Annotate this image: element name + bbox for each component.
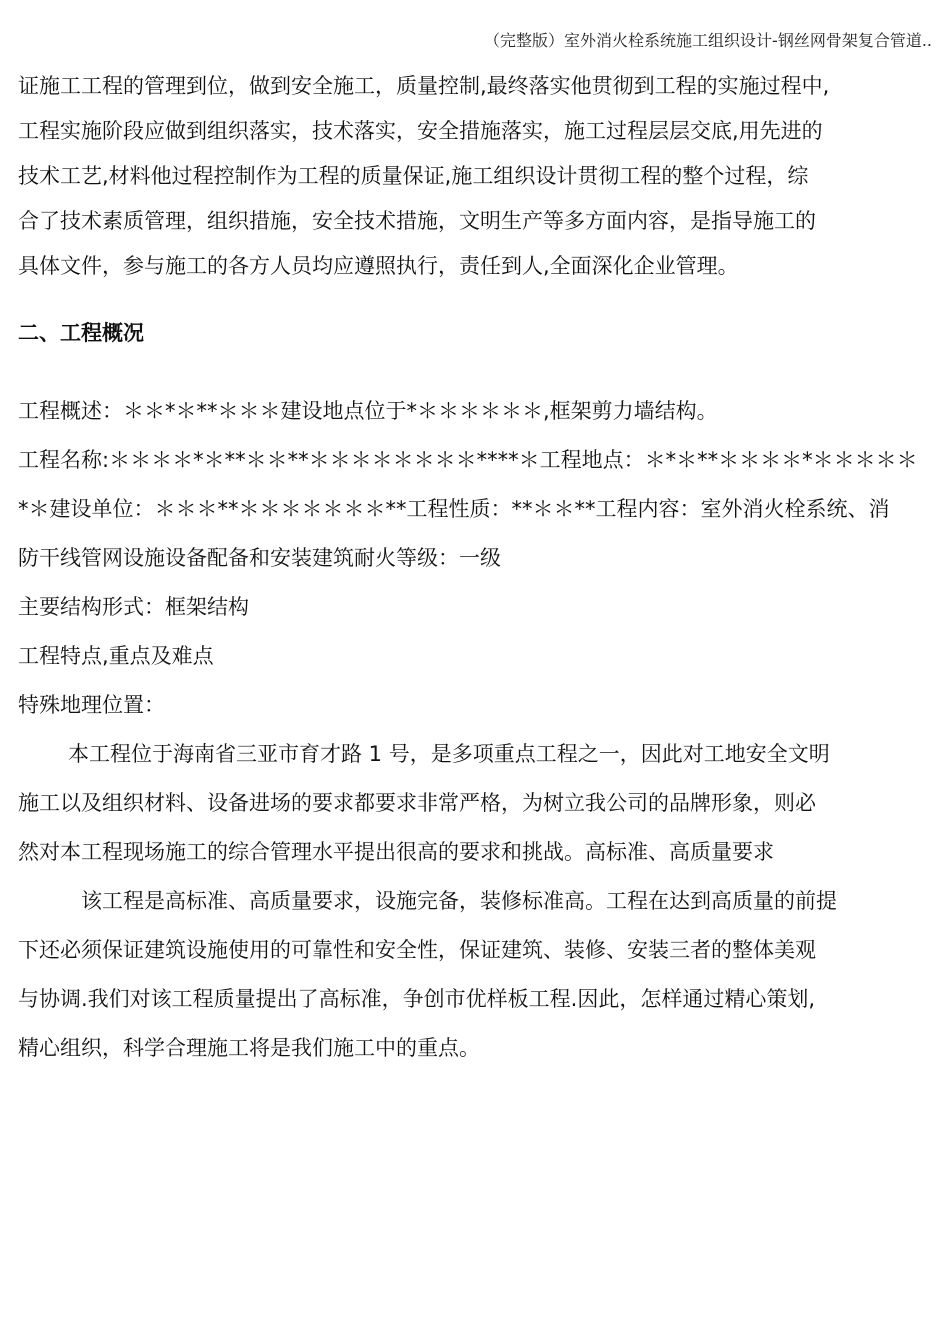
location-paragraph-line: 施工以及组织材料、设备进场的要求都要求非常严格，为树立我公司的品牌形象，则必 (18, 791, 816, 815)
text-line: 证施工工程的管理到位，做到安全施工，质量控制,最终落实他贯彻到工程的实施过程中, (18, 74, 830, 98)
document-body (18, 64, 938, 1073)
structure-type: 主要结构形式：框架结构 (18, 595, 249, 619)
location-paragraph-line: 本工程位于海南省三亚市育才路 1 号，是多项重点工程之一，因此对工地安全文明 (68, 742, 830, 766)
text-line: 工程实施阶段应做到组织落实，技术落实，安全措施落实，施工过程层层交底,用先进的 (18, 119, 823, 143)
quality-paragraph-line: 精心组织，科学合理施工将是我们施工中的重点。 (18, 1036, 480, 1060)
project-info-line: *＊建设单位：＊＊＊**＊＊＊＊＊＊＊**工程性质：**＊＊**工程内容：室外消火栓系统、消 (18, 497, 890, 521)
project-overview (18, 387, 938, 1073)
text-line: 技术工艺,材料他过程控制作为工程的质量保证,施工组织设计贯彻工程的整个过程，综 (18, 164, 809, 188)
overview-summary: 工程概述：＊＊*＊**＊＊＊建设地点位于*＊＊＊＊＊＊,框架剪力墙结构。 (18, 399, 718, 423)
section-heading: 二、工程概况 (18, 321, 144, 345)
text-line: 合了技术素质管理，组织措施，安全技术措施，文明生产等多方面内容，是指导施工的 (18, 209, 816, 233)
quality-paragraph-line: 与协调.我们对该工程质量提出了高标准，争创市优样板工程.因此，怎样通过精心策划, (18, 987, 816, 1011)
text-line: 具体文件，参与施工的各方人员均应遵照执行，责任到人,全面深化企业管理。 (18, 254, 739, 278)
location-paragraph-line: 然对本工程现场施工的综合管理水平提出很高的要求和挑战。高标准、高质量要求 (18, 840, 774, 864)
intro-paragraph (18, 64, 938, 289)
project-info-line: 工程名称:＊＊＊＊*＊**＊＊**＊＊＊＊＊＊＊＊****＊工程地点：＊*＊**＊＊＊＊*＊＊＊＊＊ (18, 448, 918, 472)
features-heading: 工程特点,重点及难点 (18, 644, 214, 668)
location-heading: 特殊地理位置： (18, 693, 165, 717)
quality-paragraph-line: 该工程是高标准、高质量要求，设施完备，装修标准高。工程在达到高质量的前提 (81, 889, 837, 913)
project-info-line: 防干线管网设施设备配备和安装建筑耐火等级：一级 (18, 546, 501, 570)
quality-paragraph-line: 下还必须保证建筑设施使用的可靠性和安全性，保证建筑、装修、安装三者的整体美观 (18, 938, 816, 962)
running-header: （完整版）室外消火栓系统施工组织设计-钢丝网骨架复合管道.. (484, 31, 932, 50)
